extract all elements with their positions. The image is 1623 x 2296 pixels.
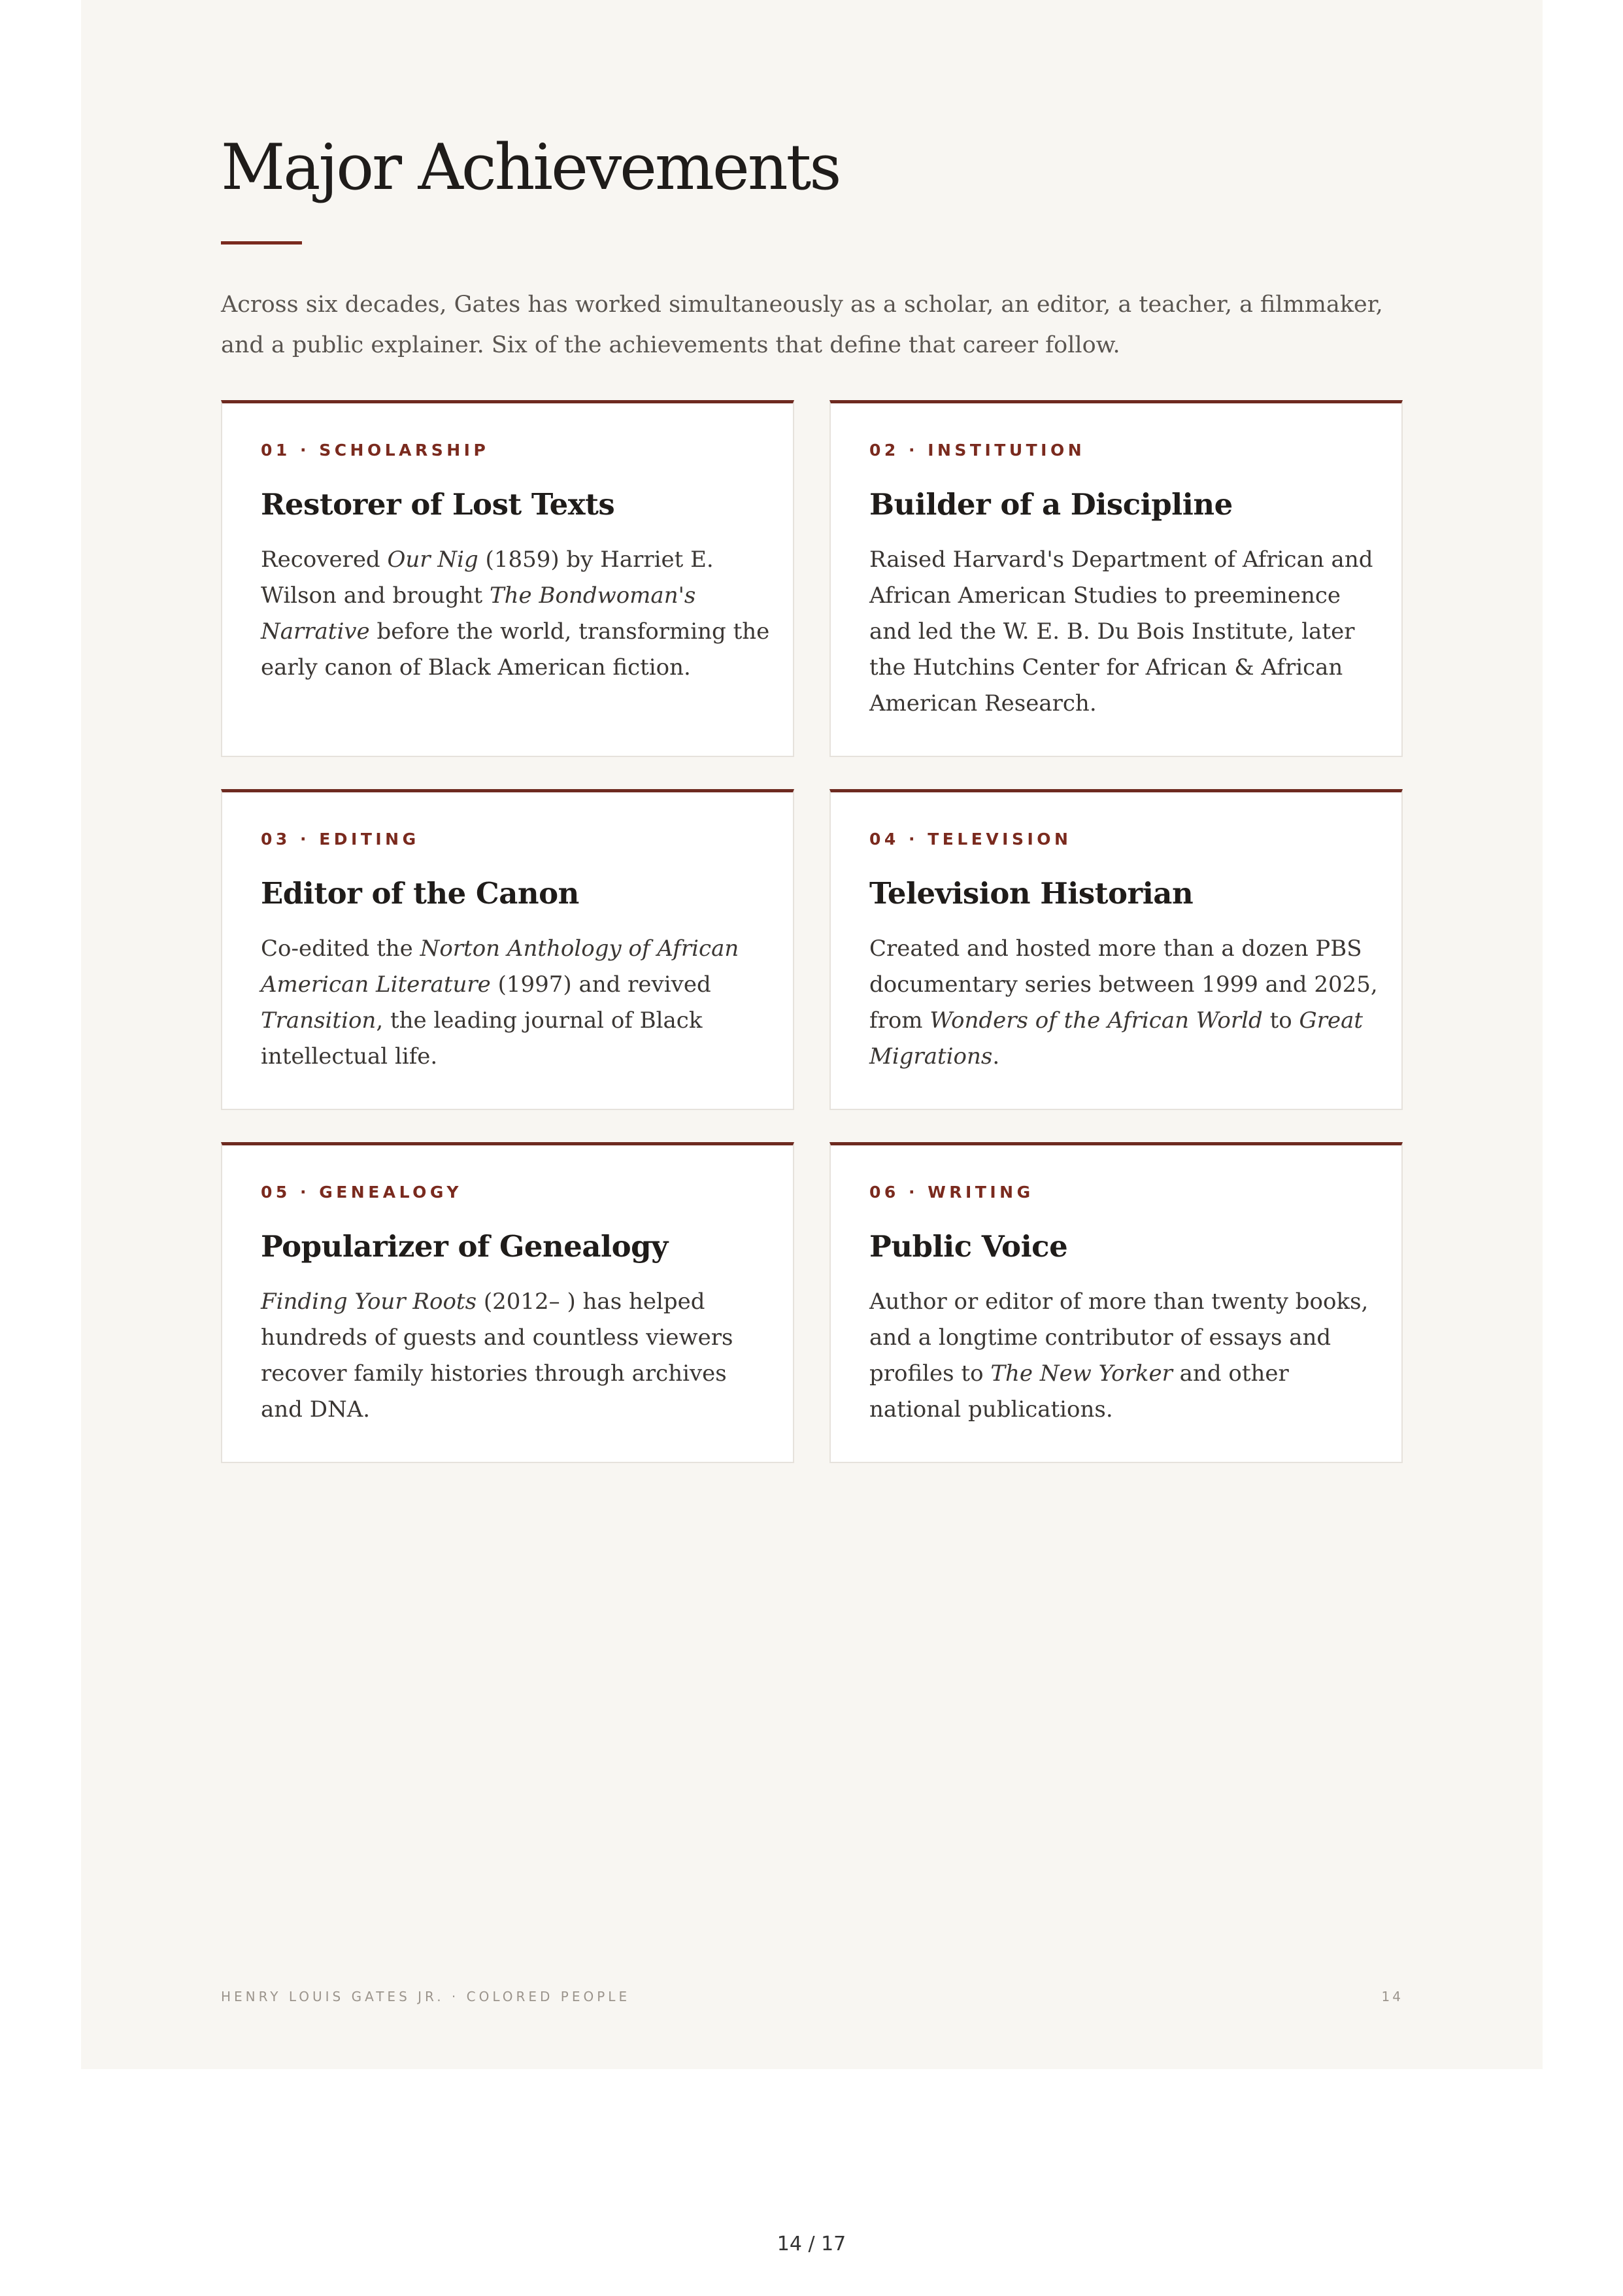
card-kicker: 06 · WRITING xyxy=(869,1183,1034,1202)
card-body: Recovered Our Nig (1859) by Harriet E. Wilson and brought The Bondwoman's Narrative before the world, transforming the early canon of Black American fiction. xyxy=(261,547,770,681)
achievement-card xyxy=(221,1142,794,1463)
italic-title: Norton Anthology of African American Literature xyxy=(261,936,739,998)
italic-title: Transition xyxy=(261,1007,376,1034)
achievement-card xyxy=(221,789,794,1110)
card-body: Created and hosted more than a dozen PBS documentary series between 1999 and 2025, from Wonders of the African World to Great Migrations. xyxy=(869,936,1378,1070)
card-body: Co-edited the Norton Anthology of African American Literature (1997) and revived Transition, the leading journal of Black intellectual life. xyxy=(261,936,739,1070)
title-accent-rule xyxy=(221,241,302,245)
document-page xyxy=(81,0,1543,2069)
italic-title: The New Yorker xyxy=(990,1360,1173,1387)
achievement-card xyxy=(829,789,1403,1110)
card-title: Editor of the Canon xyxy=(261,876,579,911)
card-kicker: 02 · INSTITUTION xyxy=(869,441,1086,460)
card-kicker: 01 · SCHOLARSHIP xyxy=(261,441,490,460)
intro-paragraph: Across six decades, Gates has worked simultaneously as a scholar, an editor, a teacher, a filmmaker, and a public explainer. Six of the achievements that define that career follow. xyxy=(221,292,1383,358)
italic-title: Wonders of the African World xyxy=(929,1007,1263,1034)
italic-title: The Bondwoman's Narrative xyxy=(261,582,696,645)
card-title: Popularizer of Genealogy xyxy=(261,1229,668,1264)
card-kicker: 03 · EDITING xyxy=(261,830,420,849)
card-body: Author or editor of more than twenty books, and a longtime contributor of essays and profiles to The New Yorker and other national publications. xyxy=(869,1289,1369,1423)
card-title: Public Voice xyxy=(869,1229,1068,1264)
italic-title: Finding Your Roots xyxy=(261,1289,477,1315)
running-footer: HENRY LOUIS GATES JR. · COLORED PEOPLE xyxy=(221,1989,631,2004)
card-kicker: 05 · GENEALOGY xyxy=(261,1183,463,1202)
card-body: Finding Your Roots (2012– ) has helped hundreds of guests and countless viewers recover family histories through archives and DNA. xyxy=(261,1289,733,1423)
italic-title: Great Migrations xyxy=(869,1007,1364,1070)
card-title: Builder of a Discipline xyxy=(869,487,1233,522)
achievement-card xyxy=(221,400,794,757)
achievement-card xyxy=(829,400,1403,757)
viewer-page-indicator: 14 / 17 xyxy=(777,2233,846,2255)
card-kicker: 04 · TELEVISION xyxy=(869,830,1072,849)
page-title: Major Achievements xyxy=(221,131,840,204)
achievement-card xyxy=(829,1142,1403,1463)
card-title: Television Historian xyxy=(869,876,1194,911)
italic-title: Our Nig xyxy=(387,547,478,573)
card-body: Raised Harvard's Department of African and African American Studies to preeminence and led the W. E. B. Du Bois Institute, later the Hutchins Center for African & African American Research. xyxy=(869,547,1373,717)
footer-page-number: 14 xyxy=(1381,1989,1403,2004)
card-title: Restorer of Lost Texts xyxy=(261,487,615,522)
